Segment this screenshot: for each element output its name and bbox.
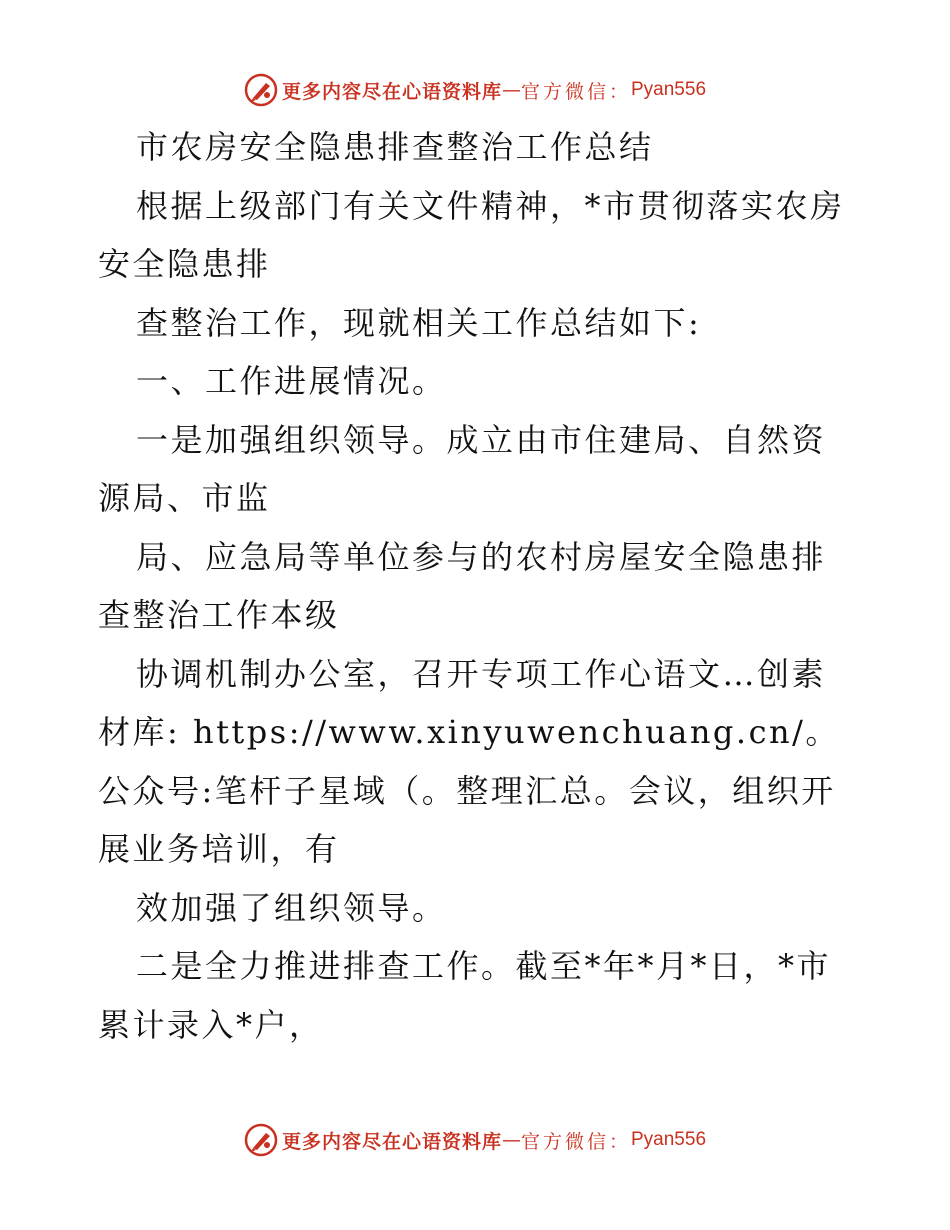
document-title: 市农房安全隐患排查整治工作总结 (136, 128, 654, 166)
watermark-brand: 更多内容尽在心语资料库 (281, 1130, 502, 1153)
watermark-separator: — (501, 79, 521, 101)
watermark-wechat-id: Pyan556 (631, 79, 707, 100)
section-heading: 一、工作进展情况。 (136, 362, 447, 400)
paragraph: 二是全力推进排查工作。截至*年*月*日，*市累计录入*户， (98, 947, 832, 1044)
watermark-brand: 更多内容尽在心语资料库 (281, 80, 502, 103)
header-watermark (0, 70, 950, 110)
watermark-wechat-label: 官方微信： (520, 1130, 631, 1153)
watermark-separator: — (501, 1129, 521, 1151)
watermark-wechat-id: Pyan556 (631, 1129, 707, 1150)
pen-logo-icon (244, 1123, 278, 1157)
pen-logo-icon (244, 73, 278, 107)
paragraph: 协调机制办公室，召开专项工作心语文…创素材库: https://www.xinyuwenchuang.cn/。公众号:笔杆子星域（。整理汇总。会议，组织开展业务培训，有 (98, 654, 840, 868)
footer-watermark (0, 1120, 950, 1160)
paragraph: 查整治工作，现就相关工作总结如下: (136, 303, 702, 342)
paragraph: 效加强了组织领导。 (136, 888, 447, 927)
paragraph: 一是加强组织领导。成立由市住建局、自然资源局、市监 (98, 420, 827, 517)
watermark-wechat-label: 官方微信： (520, 80, 631, 103)
paragraph: 局、应急局等单位参与的农村房屋安全隐患排查整治工作本级 (98, 537, 827, 634)
document-body (98, 118, 858, 1054)
paragraph: 根据上级部门有关文件精神，*市贯彻落实农房安全隐患排 (98, 186, 845, 283)
